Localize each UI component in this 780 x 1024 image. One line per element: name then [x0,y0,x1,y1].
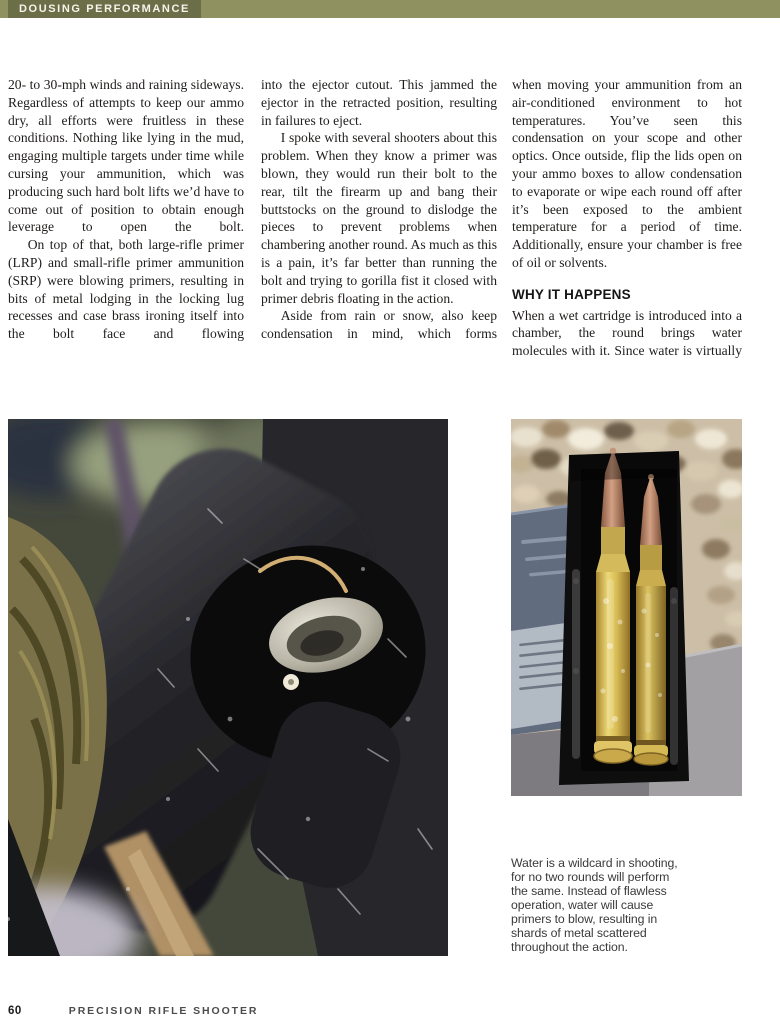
section-tag [8,0,201,18]
paragraph: On top of that, both large-rifle primer (LRP) and small-rifle primer ammunition (SRP) were blowing primers, resulting in bits of metal lodging in the locking lug recesses and case brass ironing itself into the bolt face and flowing [8,237,244,342]
page-footer [8,1003,772,1019]
paragraph: Aside from rain or snow, also keep condensation in mind, which forms [261,308,497,342]
paragraph: I spoke with several shooters about this problem. When they know a primer was blown, they would run their bolt to the rear, tilt the firearm up and bang their buttstocks on the ground to dislodge the pieces to prevent problems when chambering another round. As much as this is a pain, it’s far better than running the bolt and trying to gorilla fist it closed with primer debris floating in the action. [261,130,497,306]
photo-caption: Water is a wildcard in shooting, for no two rounds will perform the same. Instead of flawless operation, water will cause primers to blow, resulting in shards of metal scattered throughout the action. [511,856,678,954]
photo-wet-cartridges [511,419,742,796]
paragraph: When a wet cartridge is introduced into a chamber, the round brings water molecules with it. Since water is virtually [512,307,742,359]
magazine-title: PRECISION RIFLE SHOOTER [68,1005,259,1017]
article-column-2 [261,76,497,343]
paragraph: into the ejector cutout. This jammed the ejector in the retracted position, resulting in failures to eject. [261,77,497,128]
photo-bolt-action-closeup [8,419,448,956]
page-number: 60 [8,1005,22,1017]
paragraph: when moving your ammunition from an air-conditioned environment to hot temperatures. You’ve seen this condensation on your scope and other optics. Once outside, flip the lids open on your ammo boxes to allow condensation to evaporate or wipe each round off after it’s been exposed to the ambient temperature for a period of time. Additionally, ensure your chamber is free of oil or solvents. [512,77,742,270]
article-column-1 [8,76,244,343]
section-tag-label: DOUSING PERFORMANCE [19,3,190,15]
paragraph: 20- to 30-mph winds and raining sideways. Regardless of attempts to keep our ammo dry, all efforts were fruitless in these conditions. Nothing like lying in the mud, engaging multiple targets under time while cursing your ammunition, which was producing such hard bolt lifts we’d have to come out of position to obtain enough leverage to open the bolt. [8,77,244,235]
top-accent-bar [0,0,780,18]
article-column-3 [512,76,742,360]
cartridges-illustration [511,419,742,796]
section-subhead: WHY IT HAPPENS [512,286,631,302]
bolt-action-illustration [8,419,448,956]
